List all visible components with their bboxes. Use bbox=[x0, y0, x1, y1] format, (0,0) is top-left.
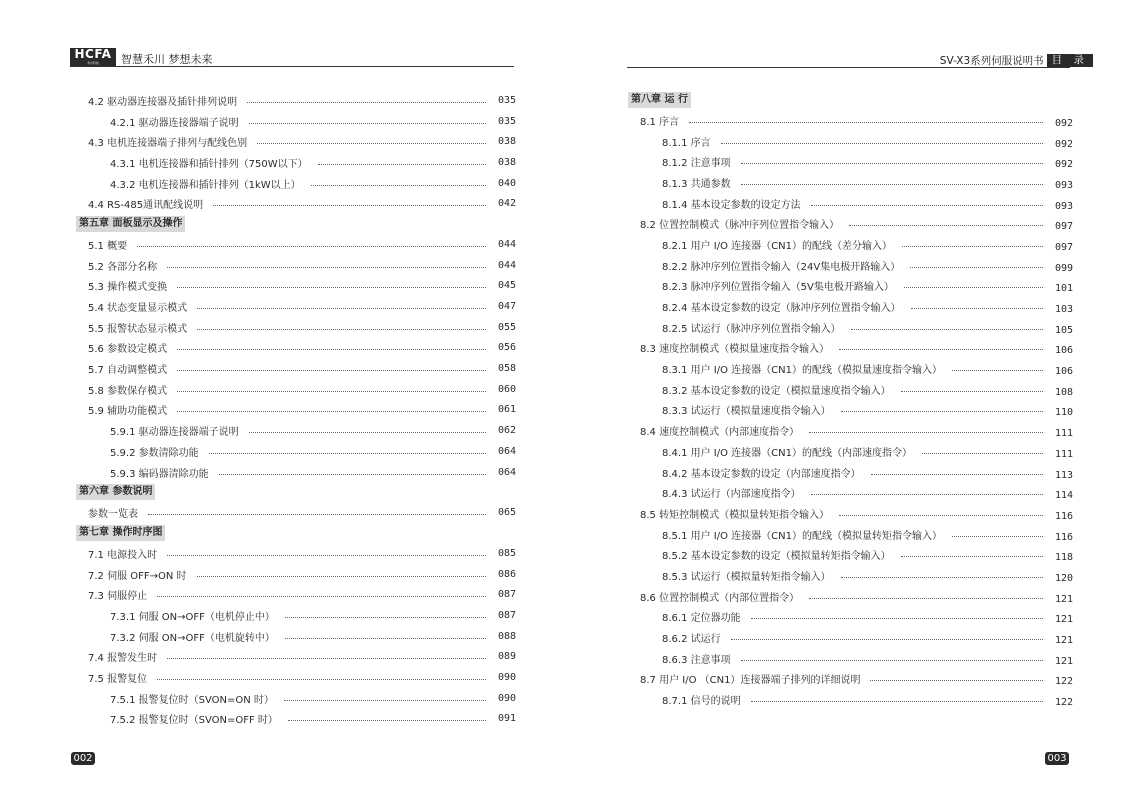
dot-leader bbox=[197, 308, 486, 309]
toc-entry-title: 8.1.2 注意事项 bbox=[662, 158, 731, 170]
toc-entry[interactable] bbox=[76, 543, 516, 564]
dot-leader bbox=[741, 184, 1043, 185]
left-page bbox=[0, 0, 570, 811]
toc-page-number: 121 bbox=[1054, 614, 1073, 626]
toc-entry-title: 7.3.2 伺服 ON→OFF（电机旋转中） bbox=[110, 632, 275, 644]
toc-left bbox=[76, 90, 516, 729]
toc-page-number: 092 bbox=[1054, 117, 1073, 129]
toc-page-number: 056 bbox=[497, 342, 516, 354]
toc-entry-title: 8.2.3 脉冲序列位置指令输入（5V集电极开路输入） bbox=[662, 282, 894, 294]
toc-chapter-heading bbox=[76, 214, 516, 234]
dot-leader bbox=[809, 598, 1043, 599]
toc-entry-title: 8.6.2 试运行 bbox=[662, 634, 721, 646]
page-number-badge: 003 bbox=[1045, 752, 1069, 765]
toc-page-number: 118 bbox=[1054, 552, 1073, 564]
toc-entry[interactable] bbox=[76, 462, 516, 483]
toc-entry[interactable] bbox=[76, 338, 516, 359]
dot-leader bbox=[952, 536, 1043, 537]
dot-leader bbox=[167, 658, 486, 659]
toc-page-number: 092 bbox=[1054, 138, 1073, 150]
toc-entry-title: 8.3.2 基本设定参数的设定（模拟量速度指令输入） bbox=[662, 385, 891, 397]
toc-entry-title: 8.5.1 用户 I/O 连接器（CN1）的配线（模拟量转矩指令输入） bbox=[662, 530, 942, 542]
toc-page-number: 086 bbox=[497, 568, 516, 580]
toc-entry[interactable] bbox=[628, 586, 1073, 607]
toc-entry[interactable] bbox=[628, 110, 1073, 131]
toc-entry-title: 5.1 概要 bbox=[88, 240, 128, 252]
toc-entry-title: 4.3.2 电机连接器和插针排列（1kW以上） bbox=[110, 179, 301, 191]
toc-entry-title: 8.2.2 脉冲序列位置指令输入（24V集电极开路输入） bbox=[662, 261, 901, 273]
dot-leader bbox=[731, 639, 1043, 640]
dot-leader bbox=[177, 391, 486, 392]
toc-page-number: 044 bbox=[497, 259, 516, 271]
dot-leader bbox=[841, 411, 1043, 412]
toc-entry[interactable] bbox=[628, 565, 1073, 586]
toc-entry-title: 8.1.4 基本设定参数的设定方法 bbox=[662, 199, 801, 211]
toc-entry[interactable] bbox=[76, 441, 516, 462]
hcfa-logo bbox=[70, 48, 116, 66]
toc-entry-title: 8.3.3 试运行（模拟量速度指令输入） bbox=[662, 406, 831, 418]
dot-leader bbox=[148, 514, 486, 515]
toc-page-number: 092 bbox=[1054, 159, 1073, 171]
dot-leader bbox=[901, 556, 1043, 557]
toc-page-number: 044 bbox=[497, 238, 516, 250]
toc-entry[interactable] bbox=[628, 420, 1073, 441]
toc-entry-title: 7.5 报警复位 bbox=[88, 674, 148, 686]
toc-page-number: 060 bbox=[497, 383, 516, 395]
toc-entry-title: 8.2.4 基本设定参数的设定（脉冲序列位置指令输入） bbox=[662, 303, 901, 315]
toc-page-number: 038 bbox=[497, 156, 516, 168]
chapter-title: 第五章 面板显示及操作 bbox=[76, 216, 185, 232]
toc-entry-title: 5.3 操作模式变换 bbox=[88, 282, 168, 294]
toc-entry[interactable] bbox=[628, 234, 1073, 255]
logo-text: HCFA bbox=[74, 47, 112, 61]
dot-leader bbox=[284, 700, 486, 701]
toc-page-number: 103 bbox=[1054, 304, 1073, 316]
toc-page-number: 087 bbox=[497, 589, 516, 601]
toc-entry-title: 7.5.2 报警复位时（SVON=OFF 时） bbox=[110, 715, 278, 727]
toc-entry-title: 8.7 用户 I/O （CN1）连接器端子排列的详细说明 bbox=[640, 675, 861, 687]
dot-leader bbox=[751, 701, 1043, 702]
toc-page-number: 058 bbox=[497, 363, 516, 375]
toc-page-number: 055 bbox=[497, 321, 516, 333]
doc-title-header bbox=[940, 53, 1093, 68]
toc-page-number: 106 bbox=[1054, 345, 1073, 357]
toc-entry-title: 7.4 报警发生时 bbox=[88, 653, 158, 665]
toc-entry-title: 8.6.1 定位器功能 bbox=[662, 613, 741, 625]
dot-leader bbox=[839, 349, 1043, 350]
toc-page-number: 121 bbox=[1054, 635, 1073, 647]
toc-page-number: 093 bbox=[1054, 179, 1073, 191]
dot-leader bbox=[167, 555, 486, 556]
toc-page-number: 064 bbox=[497, 445, 516, 457]
dot-leader bbox=[811, 205, 1043, 206]
dot-leader bbox=[137, 246, 486, 247]
toc-entry[interactable] bbox=[628, 151, 1073, 172]
toc-entry-title: 5.6 参数设定模式 bbox=[88, 344, 168, 356]
dot-leader bbox=[249, 123, 486, 124]
toc-entry[interactable] bbox=[628, 669, 1073, 690]
toc-entry[interactable] bbox=[628, 462, 1073, 483]
dot-leader bbox=[177, 287, 486, 288]
toc-page-number: 110 bbox=[1054, 407, 1073, 419]
toc-page-number: 087 bbox=[497, 609, 516, 621]
toc-entry[interactable] bbox=[628, 131, 1073, 152]
toc-page-number: 047 bbox=[497, 301, 516, 313]
toc-entry-title: 8.2.1 用户 I/O 连接器（CN1）的配线（差分输入） bbox=[662, 240, 892, 252]
dot-leader bbox=[904, 287, 1043, 288]
dot-leader bbox=[721, 143, 1043, 144]
toc-page-number: 121 bbox=[1054, 655, 1073, 667]
toc-page-number: 106 bbox=[1054, 366, 1073, 378]
toc-entry[interactable] bbox=[76, 317, 516, 338]
header-divider bbox=[70, 66, 514, 67]
toc-entry[interactable] bbox=[76, 90, 516, 111]
toc-entry[interactable] bbox=[628, 172, 1073, 193]
toc-entry[interactable] bbox=[76, 193, 516, 214]
toc-page-number: 116 bbox=[1054, 531, 1073, 543]
toc-page-number: 111 bbox=[1054, 428, 1073, 440]
toc-entry-title: 5.9.3 编码器清除功能 bbox=[110, 468, 209, 480]
toc-page-number: 099 bbox=[1054, 262, 1073, 274]
toc-entry-title: 8.1.1 序言 bbox=[662, 137, 711, 149]
toc-page-number: 064 bbox=[497, 466, 516, 478]
slogan: 智慧禾川 梦想未来 bbox=[121, 53, 213, 66]
toc-entry-title: 8.1.3 共通参数 bbox=[662, 178, 731, 190]
section-badge: 目 录 bbox=[1047, 54, 1093, 67]
dot-leader bbox=[288, 720, 486, 721]
toc-page-number: 105 bbox=[1054, 324, 1073, 336]
toc-page-number: 121 bbox=[1054, 593, 1073, 605]
dot-leader bbox=[811, 494, 1043, 495]
toc-entry-title: 8.2.5 试运行（脉冲序列位置指令输入） bbox=[662, 323, 841, 335]
dot-leader bbox=[851, 329, 1043, 330]
dot-leader bbox=[952, 370, 1043, 371]
toc-entry[interactable] bbox=[628, 607, 1073, 628]
toc-entry-title: 8.5.3 试运行（模拟量转矩指令输入） bbox=[662, 571, 831, 583]
right-page bbox=[571, 0, 1141, 811]
toc-entry-title: 7.5.1 报警复位时（SVON=ON 时） bbox=[110, 694, 274, 706]
toc-page-number: 090 bbox=[497, 672, 516, 684]
toc-entry-title: 8.4.2 基本设定参数的设定（内部速度指令） bbox=[662, 468, 861, 480]
toc-entry[interactable] bbox=[76, 709, 516, 730]
dot-leader bbox=[257, 143, 486, 144]
toc-entry-title: 8.7.1 信号的说明 bbox=[662, 696, 741, 708]
toc-entry[interactable] bbox=[628, 193, 1073, 214]
toc-entry[interactable] bbox=[76, 255, 516, 276]
dot-leader bbox=[849, 225, 1043, 226]
toc-page-number: 097 bbox=[1054, 241, 1073, 253]
toc-entry[interactable] bbox=[76, 564, 516, 585]
toc-entry[interactable] bbox=[76, 173, 516, 194]
toc-entry[interactable] bbox=[628, 213, 1073, 234]
toc-entry-title: 5.9.1 驱动器连接器端子说明 bbox=[110, 427, 239, 439]
toc-page-number: 062 bbox=[497, 425, 516, 437]
toc-entry[interactable] bbox=[76, 379, 516, 400]
toc-chapter-heading bbox=[628, 90, 1073, 110]
toc-page-number: 122 bbox=[1054, 697, 1073, 709]
toc-page-number: 120 bbox=[1054, 572, 1073, 584]
toc-entry[interactable] bbox=[76, 647, 516, 668]
dot-leader bbox=[177, 411, 486, 412]
toc-entry[interactable] bbox=[628, 544, 1073, 565]
toc-page-number: 114 bbox=[1054, 490, 1073, 502]
dot-leader bbox=[285, 617, 486, 618]
toc-entry[interactable] bbox=[628, 503, 1073, 524]
toc-chapter-heading bbox=[76, 482, 516, 502]
dot-leader bbox=[839, 515, 1043, 516]
toc-entry-title: 5.2 各部分名称 bbox=[88, 261, 158, 273]
toc-entry[interactable] bbox=[628, 524, 1073, 545]
toc-entry-title: 8.6 位置控制模式（内部位置指令） bbox=[640, 592, 800, 604]
dot-leader bbox=[809, 432, 1043, 433]
toc-entry[interactable] bbox=[76, 131, 516, 152]
toc-entry[interactable] bbox=[76, 276, 516, 297]
toc-entry-title: 8.1 序言 bbox=[640, 116, 680, 128]
dot-leader bbox=[311, 185, 486, 186]
toc-entry-title: 参数一览表 bbox=[88, 509, 138, 521]
toc-page-number: 122 bbox=[1054, 676, 1073, 688]
dot-leader bbox=[209, 453, 486, 454]
toc-entry[interactable] bbox=[628, 627, 1073, 648]
toc-entry[interactable] bbox=[76, 111, 516, 132]
toc-entry[interactable] bbox=[628, 358, 1073, 379]
toc-entry-title: 5.8 参数保存模式 bbox=[88, 385, 168, 397]
toc-entry-title: 8.2 位置控制模式（脉冲序列位置指令输入） bbox=[640, 220, 840, 232]
dot-leader bbox=[219, 474, 486, 475]
toc-page-number: 097 bbox=[1054, 221, 1073, 233]
toc-page-number: 045 bbox=[497, 280, 516, 292]
toc-entry[interactable] bbox=[628, 379, 1073, 400]
toc-entry-title: 4.3.1 电机连接器和插针排列（750W以下） bbox=[110, 158, 308, 170]
toc-entry[interactable] bbox=[628, 689, 1073, 710]
header-divider bbox=[627, 67, 1070, 68]
toc-page-number: 042 bbox=[497, 198, 516, 210]
dot-leader bbox=[318, 164, 486, 165]
dot-leader bbox=[157, 679, 486, 680]
dot-leader bbox=[741, 163, 1043, 164]
toc-page-number: 040 bbox=[497, 177, 516, 189]
toc-entry[interactable] bbox=[76, 152, 516, 173]
dot-leader bbox=[197, 329, 486, 330]
toc-entry-title: 4.4 RS-485通讯配线说明 bbox=[88, 200, 204, 212]
toc-page-number: 091 bbox=[497, 713, 516, 725]
toc-entry[interactable] bbox=[76, 502, 516, 523]
toc-entry[interactable] bbox=[628, 296, 1073, 317]
chapter-title: 第七章 操作时序图 bbox=[76, 525, 165, 541]
chapter-title: 第八章 运 行 bbox=[628, 92, 691, 108]
toc-entry[interactable] bbox=[76, 688, 516, 709]
toc-page-number: 085 bbox=[497, 547, 516, 559]
toc-page-number: 088 bbox=[497, 630, 516, 642]
page-number-badge: 002 bbox=[71, 752, 95, 765]
dot-leader bbox=[157, 596, 486, 597]
toc-entry-title: 8.5.2 基本设定参数的设定（模拟量转矩指令输入） bbox=[662, 551, 891, 563]
dot-leader bbox=[902, 246, 1043, 247]
toc-page-number: 101 bbox=[1054, 283, 1073, 295]
dot-leader bbox=[197, 576, 486, 577]
dot-leader bbox=[901, 391, 1043, 392]
toc-entry-title: 5.4 状态变量显示模式 bbox=[88, 303, 188, 315]
toc-entry-title: 8.4 速度控制模式（内部速度指令） bbox=[640, 427, 800, 439]
dot-leader bbox=[910, 267, 1043, 268]
dot-leader bbox=[871, 474, 1043, 475]
toc-entry[interactable] bbox=[76, 584, 516, 605]
toc-entry[interactable] bbox=[628, 482, 1073, 503]
dot-leader bbox=[285, 638, 486, 639]
toc-page-number: 035 bbox=[497, 115, 516, 127]
toc-page-number: 065 bbox=[497, 507, 516, 519]
toc-entry[interactable] bbox=[76, 234, 516, 255]
toc-page-number: 090 bbox=[497, 692, 516, 704]
toc-entry-title: 5.7 自动调整模式 bbox=[88, 365, 168, 377]
dot-leader bbox=[922, 453, 1043, 454]
dot-leader bbox=[177, 349, 486, 350]
dot-leader bbox=[911, 308, 1043, 309]
toc-page-number: 093 bbox=[1054, 200, 1073, 212]
toc-entry[interactable] bbox=[76, 400, 516, 421]
dot-leader bbox=[751, 618, 1043, 619]
toc-page-number: 038 bbox=[497, 136, 516, 148]
toc-entry-title: 7.1 电源投入时 bbox=[88, 549, 158, 561]
toc-entry[interactable] bbox=[76, 358, 516, 379]
toc-entry-title: 8.5 转矩控制模式（模拟量转矩指令输入） bbox=[640, 509, 830, 521]
toc-entry-title: 5.9.2 参数清除功能 bbox=[110, 447, 199, 459]
toc-page-number: 061 bbox=[497, 404, 516, 416]
toc-entry-title: 8.4.3 试运行（内部速度指令） bbox=[662, 489, 801, 501]
toc-entry-title: 5.5 报警状态显示模式 bbox=[88, 323, 188, 335]
toc-entry[interactable] bbox=[628, 400, 1073, 421]
dot-leader bbox=[167, 267, 486, 268]
toc-entry[interactable] bbox=[628, 338, 1073, 359]
toc-page-number: 035 bbox=[497, 94, 516, 106]
toc-entry[interactable] bbox=[76, 626, 516, 647]
dot-leader bbox=[870, 680, 1043, 681]
toc-entry[interactable] bbox=[628, 441, 1073, 462]
toc-entry-title: 4.3 电机连接器端子排列与配线色别 bbox=[88, 138, 248, 150]
dot-leader bbox=[841, 577, 1043, 578]
toc-entry[interactable] bbox=[628, 255, 1073, 276]
toc-entry-title: 4.2.1 驱动器连接器端子说明 bbox=[110, 117, 239, 129]
dot-leader bbox=[249, 432, 486, 433]
toc-entry[interactable] bbox=[628, 317, 1073, 338]
dot-leader bbox=[177, 370, 486, 371]
toc-page-number: 111 bbox=[1054, 448, 1073, 460]
toc-entry-title: 8.6.3 注意事项 bbox=[662, 654, 731, 666]
toc-entry-title: 4.2 驱动器连接器及插针排列说明 bbox=[88, 96, 238, 108]
toc-entry-title: 7.3.1 伺服 ON→OFF（电机停止中） bbox=[110, 611, 275, 623]
toc-right bbox=[628, 90, 1073, 710]
toc-entry[interactable] bbox=[628, 276, 1073, 297]
doc-title: SV-X3系列伺服说明书 bbox=[939, 55, 1044, 67]
logo-subtext: 禾川科技 bbox=[86, 61, 99, 65]
toc-entry[interactable] bbox=[76, 605, 516, 626]
toc-entry[interactable] bbox=[628, 648, 1073, 669]
toc-page-number: 108 bbox=[1054, 386, 1073, 398]
toc-entry-title: 7.2 伺服 OFF→ON 时 bbox=[88, 570, 187, 582]
dot-leader bbox=[213, 205, 486, 206]
toc-entry[interactable] bbox=[76, 667, 516, 688]
toc-entry-title: 5.9 辅助功能模式 bbox=[88, 406, 168, 418]
toc-entry[interactable] bbox=[76, 420, 516, 441]
toc-page-number: 113 bbox=[1054, 469, 1073, 481]
dot-leader bbox=[689, 122, 1043, 123]
toc-entry-title: 8.4.1 用户 I/O 连接器（CN1）的配线（内部速度指令） bbox=[662, 447, 912, 459]
dot-leader bbox=[247, 102, 486, 103]
toc-entry-title: 8.3.1 用户 I/O 连接器（CN1）的配线（模拟量速度指令输入） bbox=[662, 365, 942, 377]
toc-entry[interactable] bbox=[76, 296, 516, 317]
chapter-title: 第六章 参数说明 bbox=[76, 484, 155, 500]
toc-entry-title: 7.3 伺服停止 bbox=[88, 591, 148, 603]
toc-page-number: 116 bbox=[1054, 510, 1073, 522]
toc-chapter-heading bbox=[76, 523, 516, 543]
toc-entry-title: 8.3 速度控制模式（模拟量速度指令输入） bbox=[640, 344, 830, 356]
toc-page-number: 089 bbox=[497, 651, 516, 663]
dot-leader bbox=[741, 660, 1043, 661]
